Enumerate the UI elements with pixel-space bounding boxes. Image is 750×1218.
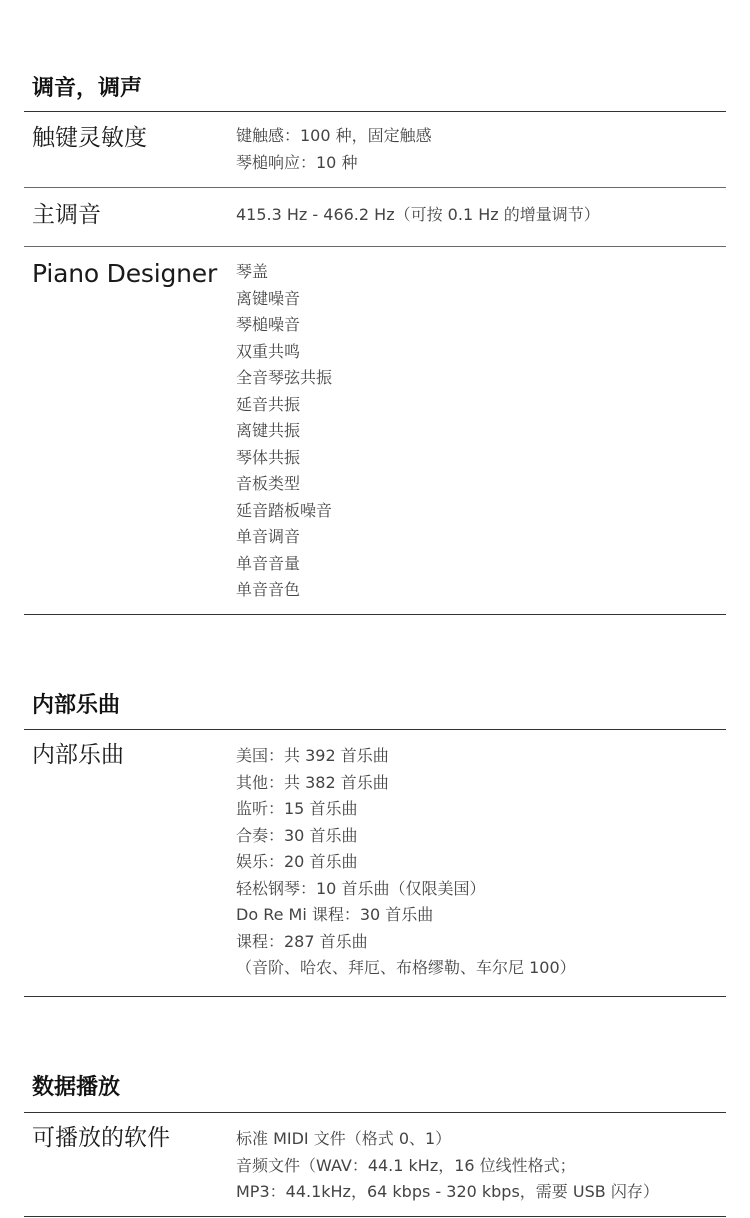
spec-label-piano-designer: Piano Designer [32,259,218,288]
section-divider [24,111,726,112]
spec-value: 单音音色 [236,580,301,599]
spec-value: MP3：44.1kHz，64 kbps - 320 kbps，需要 USB 闪存） [236,1182,659,1201]
spec-value: 415.3 Hz - 466.2 Hz（可按 0.1 Hz 的增量调节） [236,205,600,224]
spec-value: 监听：15 首乐曲 [236,799,358,818]
spec-value: 全音琴弦共振 [236,368,333,387]
spec-values-internal-songs [236,743,576,982]
spec-value: 键触感：100 种，固定触感 [236,126,432,145]
section-title-data-playback: 数据播放 [32,1075,121,1100]
spec-value: 琴体共振 [236,447,301,467]
spec-value: 延音踏板噪音 [236,500,333,520]
row-divider [24,187,726,188]
spec-value: （音阶、哈农、拜厄、布格缪勒、车尔尼 100） [236,958,576,977]
spec-values-piano-designer [236,259,332,604]
spec-value: 美国：共 392 首乐曲 [236,746,389,765]
section-title-internal-songs: 内部乐曲 [32,693,121,718]
spec-label-touch-sensitivity: 触键灵敏度 [32,125,147,151]
spec-label-master-tuning: 主调音 [32,202,101,228]
spec-value: 双重共鸣 [236,341,301,361]
spec-value: 娱乐：20 首乐曲 [236,852,358,871]
row-divider [24,246,726,247]
spec-value: 琴槌噪音 [236,315,301,334]
spec-value: 离键噪音 [236,288,301,308]
spec-values-master-tuning [236,202,600,228]
spec-value: 音板类型 [236,474,301,493]
section-end-divider [24,996,726,997]
section-title-tuning: 调音，调声 [32,76,143,101]
spec-value: 轻松钢琴：10 首乐曲（仅限美国） [236,878,486,898]
spec-value: 延音共振 [236,394,301,414]
spec-value: 离键共振 [236,421,301,440]
spec-value: 其他：共 382 首乐曲 [236,772,389,792]
section-divider [24,1112,726,1113]
spec-value: 音频文件（WAV：44.1 kHz，16 位线性格式； [236,1155,576,1175]
spec-value: 单音调音 [236,527,301,546]
spec-label-internal-songs: 内部乐曲 [32,742,124,768]
spec-value: 琴盖 [236,262,269,281]
section-divider [24,729,726,730]
spec-value: 单音音量 [236,553,301,573]
spec-values-playable-software [236,1126,659,1206]
spec-value: 课程：287 首乐曲 [236,931,368,951]
spec-values-touch-sensitivity [236,123,432,176]
spec-value: 合奏：30 首乐曲 [236,825,358,845]
spec-value: 标准 MIDI 文件（格式 0、1） [236,1129,452,1148]
spec-value: 琴槌响应：10 种 [236,152,358,172]
section-end-divider [24,1216,726,1217]
spec-value: Do Re Mi 课程：30 首乐曲 [236,905,434,924]
spec-label-playable-software: 可播放的软件 [32,1125,170,1151]
section-end-divider [24,614,726,615]
